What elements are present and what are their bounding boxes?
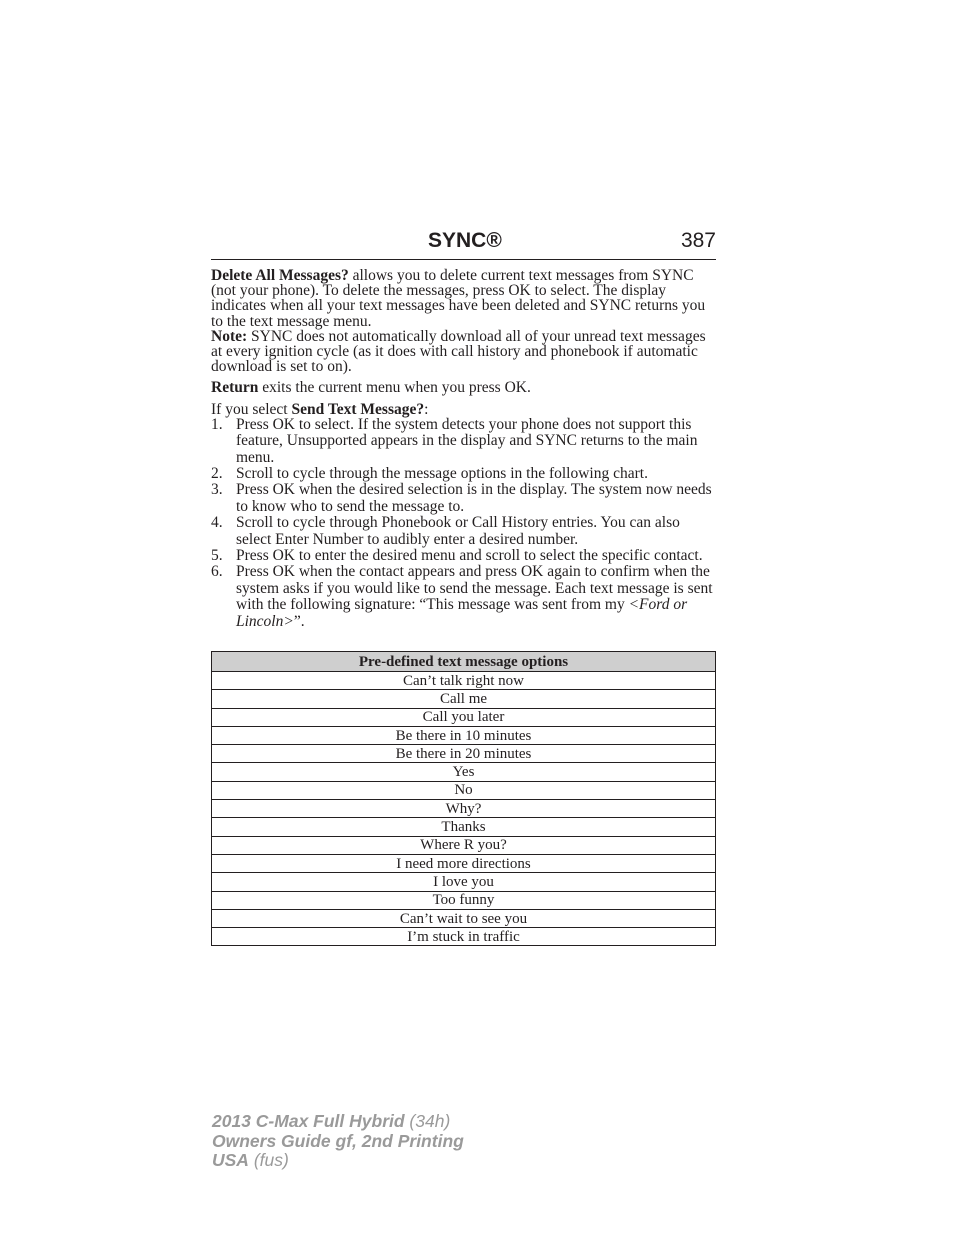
page-body: [211, 268, 716, 630]
footer-line-2: [212, 1132, 464, 1152]
footer-printing: Owners Guide gf, 2nd Printing: [212, 1130, 464, 1151]
step-number: 6.: [211, 563, 223, 581]
table-row: [212, 763, 716, 781]
send-intro-paragraph: [211, 402, 716, 417]
list-item: [211, 515, 716, 548]
return-term: Return: [211, 379, 259, 397]
text-message-options-table: [211, 651, 716, 946]
table-row: [212, 909, 716, 927]
send-intro-prefix: If you select: [211, 400, 292, 418]
table-row: [212, 836, 716, 854]
delete-all-term: Delete All Messages?: [211, 267, 349, 284]
list-item: [211, 482, 716, 515]
section-title: SYNC®: [428, 229, 502, 252]
table-row: [212, 708, 716, 726]
table-cell: Why?: [212, 800, 716, 818]
steps-list: [211, 417, 716, 630]
footer-market: USA: [212, 1150, 249, 1170]
table-cell: I love you: [212, 873, 716, 891]
table-row: [212, 891, 716, 909]
table-row: [212, 745, 716, 763]
step-number: 5.: [211, 547, 223, 565]
table-cell: Can’t wait to see you: [212, 909, 716, 927]
table-row: [212, 690, 716, 708]
table-cell: Can’t talk right now: [212, 672, 716, 690]
delete-all-paragraph: [211, 268, 716, 329]
table-cell: I need more directions: [212, 854, 716, 872]
footer-market-code: (fus): [248, 1150, 289, 1170]
table-cell: Be there in 10 minutes: [212, 726, 716, 744]
step-number: 1.: [211, 415, 223, 433]
table-cell: I’m stuck in traffic: [212, 928, 716, 946]
table-row: [212, 800, 716, 818]
note-label: Note:: [211, 327, 248, 345]
list-item: [211, 466, 716, 482]
step-number: 4.: [211, 514, 223, 532]
page-header: [211, 228, 716, 258]
list-item: [211, 417, 716, 466]
table-cell: Yes: [212, 763, 716, 781]
table-header-row: [212, 652, 716, 672]
header-rule: [211, 259, 716, 260]
table-row: [212, 854, 716, 872]
step-text-italic: <Ford or Lincoln>: [236, 596, 688, 630]
footer-model-code: (34h): [404, 1111, 451, 1131]
return-text: exits the current menu when you press OK.: [258, 379, 531, 397]
step-text: Press OK when the desired selection is in the display. The system now needs to know who to send the message to.: [236, 481, 712, 515]
table-row: [212, 818, 716, 836]
table-cell: Where R you?: [212, 836, 716, 854]
table-row: [212, 672, 716, 690]
table-row: [212, 726, 716, 744]
send-intro-term: Send Text Message?: [291, 400, 425, 418]
note-text: SYNC does not automatically download all of your unread text messages at every ignition cycle (as it does with call history and phonebook if automatic download is set to on).: [211, 327, 706, 376]
step-text: Press OK when the contact appears and press OK again to confirm when the system asks if you would like to send the message. Each text message is sent with the following signature: “This message was sent from my: [236, 563, 713, 614]
note-paragraph: [211, 329, 716, 375]
page-number: 387: [680, 229, 716, 252]
send-intro-suffix: :: [424, 400, 429, 418]
table-cell: No: [212, 781, 716, 799]
footer-model: 2013 C-Max Full Hybrid: [212, 1111, 405, 1131]
delete-all-text: allows you to delete current text messages from SYNC (not your phone). To delete the messages, press OK to select. The display indicates when all your text messages have been deleted and SYNC returns you to the text message menu.: [211, 267, 706, 330]
table-row: [212, 873, 716, 891]
table-cell: Too funny: [212, 891, 716, 909]
table-row: [212, 781, 716, 799]
step-number: 2.: [211, 465, 223, 483]
table-cell: Be there in 20 minutes: [212, 745, 716, 763]
step-text: Scroll to cycle through Phonebook or Call History entries. You can also select Enter Number to audibly enter a desired number.: [236, 514, 680, 548]
list-item: [211, 564, 716, 630]
table-header-cell: Pre-defined text message options: [212, 652, 716, 672]
return-paragraph: [211, 380, 716, 395]
footer-line-1: [212, 1112, 464, 1132]
step-text: Scroll to cycle through the message options in the following chart.: [236, 465, 648, 483]
step-number: 3.: [211, 481, 223, 499]
footer-line-3: [212, 1151, 464, 1171]
table-cell: Call me: [212, 690, 716, 708]
list-item: [211, 548, 716, 564]
table-row: [212, 928, 716, 946]
step-text: Press OK to enter the desired menu and scroll to select the specific contact.: [236, 547, 703, 565]
page-footer: [212, 1112, 464, 1171]
step-text: Press OK to select. If the system detects your phone does not support this feature, Unsupported appears in the display and SYNC returns to the main menu.: [236, 415, 698, 466]
table-cell: Call you later: [212, 708, 716, 726]
table-cell: Thanks: [212, 818, 716, 836]
step-text-end: ”.: [293, 612, 305, 630]
